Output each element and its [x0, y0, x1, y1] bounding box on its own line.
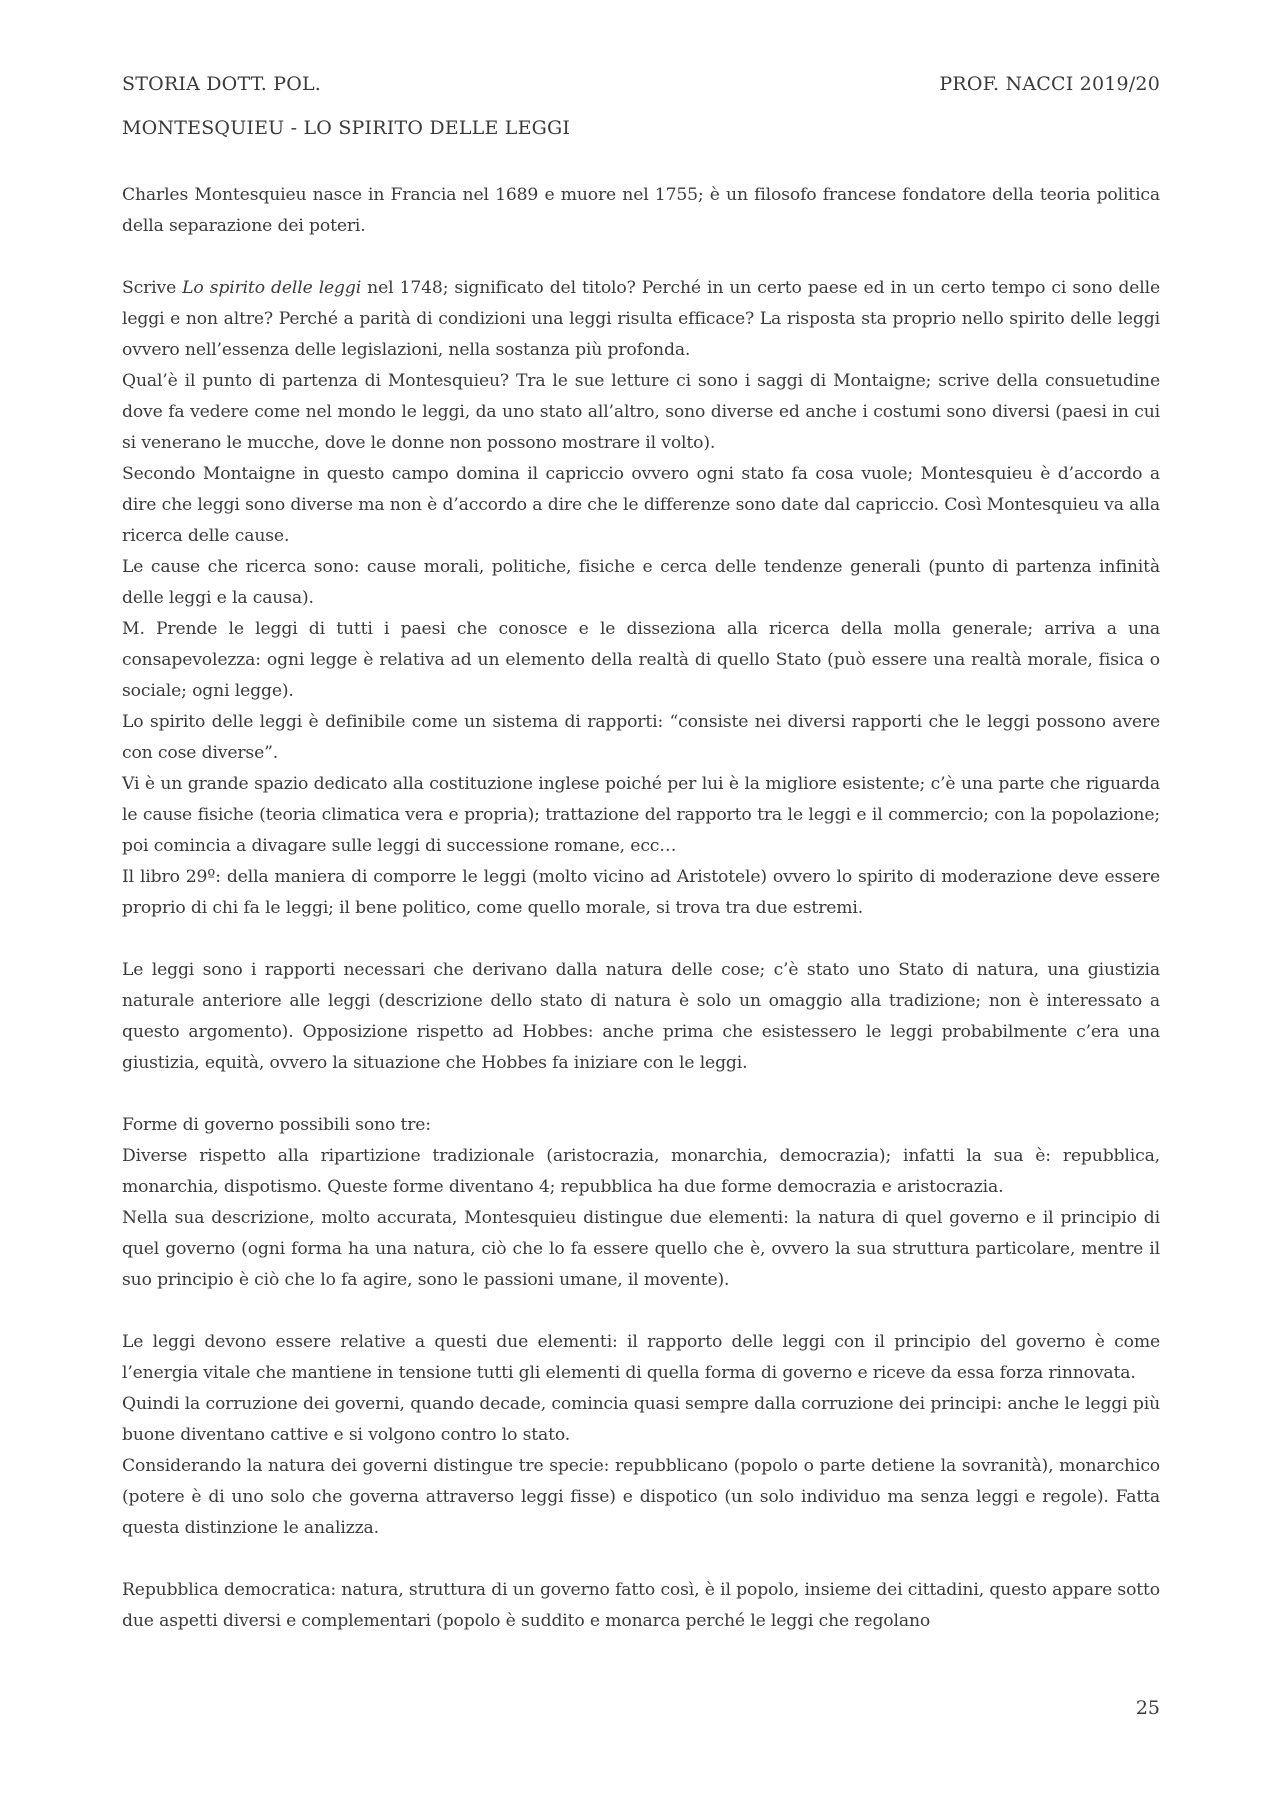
- paragraph: Forme di governo possibili sono tre:: [122, 1115, 431, 1135]
- paragraph: Nella sua descrizione, molto accurata, Montesquieu distingue due elementi: la natura di quel governo e il principio di quel governo (ogni forma ha una natura, ciò che lo fa essere quello che è, ovvero la sua struttura particolare, mentre il suo principio è ciò che lo fa agire, sono le passioni umane, il movente).: [122, 1208, 1160, 1290]
- page-number: 25: [1135, 1697, 1160, 1719]
- book-title: Lo spirito delle leggi: [182, 278, 362, 298]
- paragraph: Scrive Lo spirito delle leggi nel 1748; significato del titolo? Perché in un certo paese ed in un certo tempo ci sono delle leggi e non altre? Perché a parità di condizioni una leggi risulta efficace? La risposta sta proprio nello spirito delle leggi ovvero nell’essenza delle legislazioni, nella sostanza più profonda.: [122, 278, 1160, 360]
- page-header: [122, 73, 1160, 95]
- paragraph: Charles Montesquieu nasce in Francia nel 1689 e muore nel 1755; è un filosofo francese fondatore della teoria politica della separazione dei poteri.: [122, 185, 1160, 236]
- paragraph: Repubblica democratica: natura, struttura di un governo fatto così, è il popolo, insieme dei cittadini, questo appare sotto due aspetti diversi e complementari (popolo è suddito e monarca perché le leggi che regolano: [122, 1580, 1160, 1631]
- course-title: STORIA DOTT. POL.: [122, 73, 322, 95]
- paragraph: Le leggi devono essere relative a questi due elementi: il rapporto delle leggi con il principio del governo è come l’energia vitale che mantiene in tensione tutti gli elementi di quella forma di governo e riceve da essa forza rinnovata.: [122, 1332, 1160, 1383]
- chapter-title: MONTESQUIEU - LO SPIRITO DELLE LEGGI: [122, 117, 571, 139]
- paragraph: Le leggi sono i rapporti necessari che derivano dalla natura delle cose; c’è stato uno Stato di natura, una giustizia naturale anteriore alle leggi (descrizione dello stato di natura è solo un omaggio alla tradizione; non è interessato a questo argomento). Opposizione rispetto ad Hobbes: anche prima che esistessero le leggi probabilmente c’era una giustizia, equità, ovvero la situazione che Hobbes fa iniziare con le leggi.: [122, 960, 1160, 1073]
- paragraph: Considerando la natura dei governi distingue tre specie: repubblicano (popolo o parte detiene la sovranità), monarchico (potere è di uno solo che governa attraverso leggi fisse) e dispotico (un solo individuo ma senza leggi e regole). Fatta questa distinzione le analizza.: [122, 1456, 1160, 1538]
- paragraph: Diverse rispetto alla ripartizione tradizionale (aristocrazia, monarchia, democrazia); infatti la sua è: repubblica, monarchia, dispotismo. Queste forme diventano 4; repubblica ha due forme democrazia e aristocrazia.: [122, 1146, 1160, 1197]
- paragraph: Quindi la corruzione dei governi, quando decade, comincia quasi sempre dalla corruzione dei principi: anche le leggi più buone diventano cattive e si volgono contro lo stato.: [122, 1394, 1160, 1445]
- paragraph: Secondo Montaigne in questo campo domina il capriccio ovvero ogni stato fa cosa vuole; Montesquieu è d’accordo a dire che leggi sono diverse ma non è d’accordo a dire che le differenze sono date dal capriccio. Così Montesquieu va alla ricerca delle cause.: [122, 464, 1161, 546]
- paragraph: Vi è un grande spazio dedicato alla costituzione inglese poiché per lui è la migliore esistente; c’è una parte che riguarda le cause fisiche (teoria climatica vera e propria); trattazione del rapporto tra le leggi e il commercio; con la popolazione; poi comincia a divagare sulle leggi di successione romane, ecc…: [122, 774, 1160, 856]
- professor-year: PROF. NACCI 2019/20: [939, 73, 1160, 95]
- paragraph: Il libro 29º: della maniera di comporre le leggi (molto vicino ad Aristotele) ovvero lo spirito di moderazione deve essere proprio di chi fa le leggi; il bene politico, come quello morale, si trova tra due estremi.: [122, 867, 1160, 918]
- paragraph: Qual’è il punto di partenza di Montesquieu? Tra le sue letture ci sono i saggi di Montaigne; scrive della consuetudine dove fa vedere come nel mondo le leggi, da uno stato all’altro, sono diverse ed anche i costumi sono diversi (paesi in cui si venerano le mucche, dove le donne non possono mostrare il volto).: [122, 371, 1160, 453]
- paragraph: Le cause che ricerca sono: cause morali, politiche, fisiche e cerca delle tendenze generali (punto di partenza infinità delle leggi e la causa).: [122, 557, 1160, 608]
- document-body: [122, 180, 1160, 1637]
- paragraph: M. Prende le leggi di tutti i paesi che conosce e le disseziona alla ricerca della molla generale; arriva a una consapevolezza: ogni legge è relativa ad un elemento della realtà di quello Stato (può essere una realtà morale, fisica o sociale; ogni legge).: [122, 619, 1160, 701]
- paragraph: Lo spirito delle leggi è definibile come un sistema di rapporti: “consiste nei diversi rapporti che le leggi possono avere con cose diverse”.: [122, 712, 1160, 763]
